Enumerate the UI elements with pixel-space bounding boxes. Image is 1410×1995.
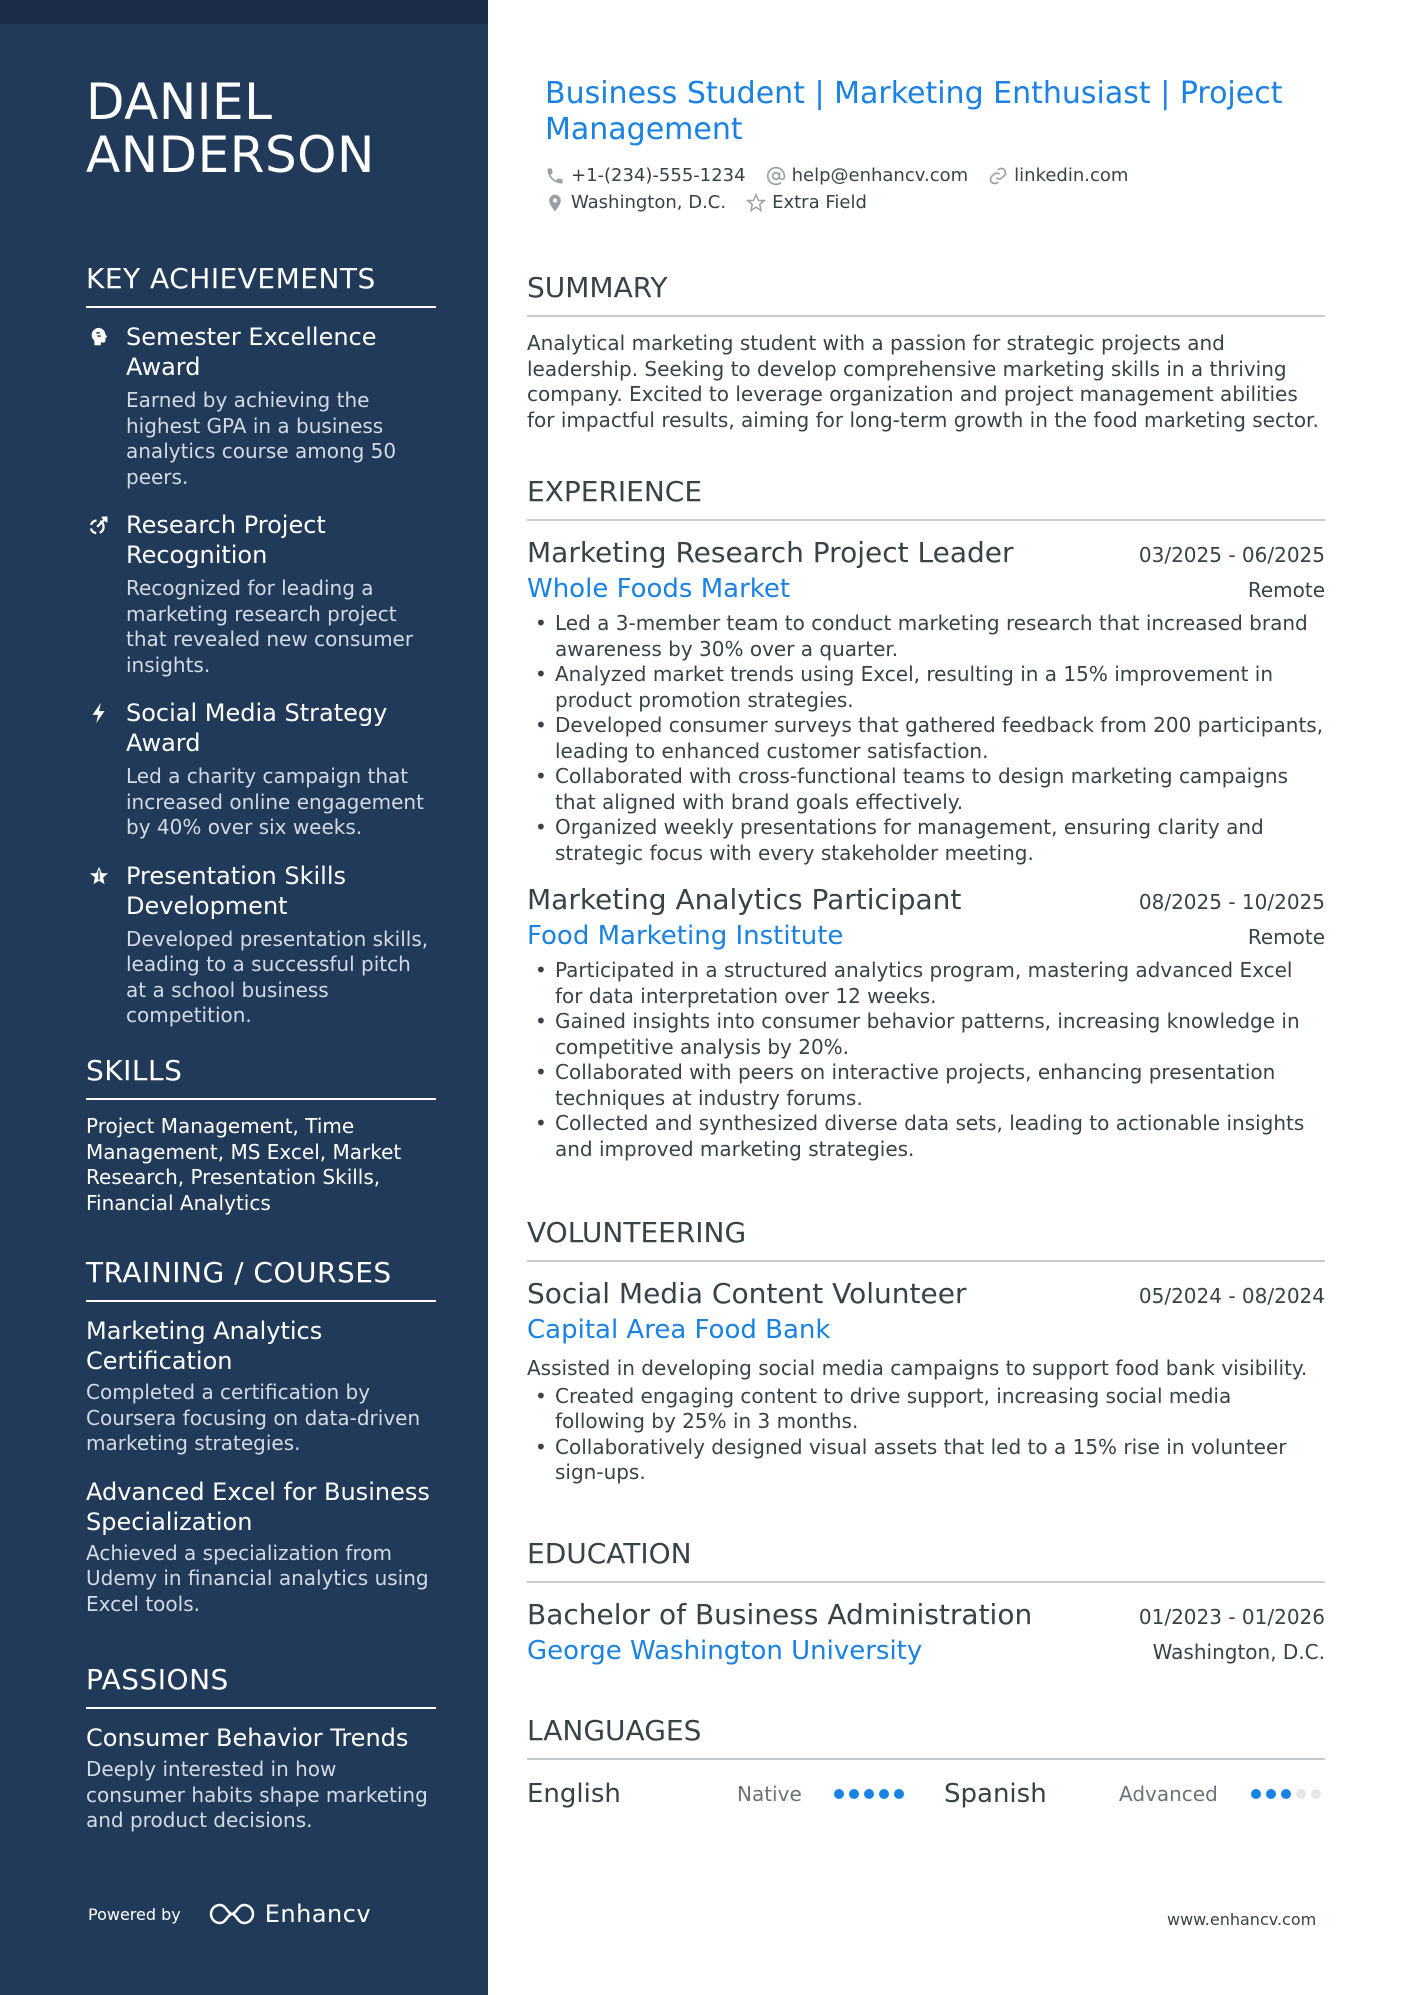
star-icon (86, 863, 112, 889)
experience-section (527, 475, 1325, 1178)
achievement-desc: Recognized for leading a marketing research project that revealed new consumer insights. (126, 576, 414, 677)
rating-dot-filled (1281, 1789, 1291, 1799)
location-pin-icon (545, 193, 565, 213)
education-entry (527, 1597, 1325, 1669)
phone-contact[interactable] (545, 165, 746, 186)
course-title: Advanced Excel for Business Specialization (86, 1477, 430, 1536)
volunteer-org: Capital Area Food Bank (527, 1315, 831, 1345)
job-bullets (527, 611, 1325, 866)
bullet-item: • Gained insights into consumer behavior patterns, increasing knowledge in competitive analysis by 20%. (527, 1009, 1325, 1060)
achievement-item (86, 861, 436, 1029)
extra-contact (746, 192, 867, 213)
languages-heading: LANGUAGES (527, 1714, 1325, 1760)
contact-info (545, 162, 1305, 216)
experience-heading: EXPERIENCE (527, 475, 1325, 521)
bullet-item: • Developed consumer surveys that gathered feedback from 200 participants, leading to enhanced customer satisfaction. (527, 713, 1325, 764)
course-item (86, 1316, 436, 1457)
rating-dot-filled (864, 1789, 874, 1799)
bullet-item: • Collaborated with cross-functional teams to design marketing campaigns that aligned with brand goals effectively. (527, 764, 1325, 815)
job-dates: 03/2025 - 06/2025 (1138, 543, 1325, 567)
bullet-item: • Led a 3-member team to conduct marketing research that increased brand awareness by 30% over a quarter. (527, 611, 1325, 662)
language-rating (1251, 1789, 1321, 1799)
job-title: Marketing Analytics Participant (527, 883, 962, 916)
bullet-item: • Collaborated with peers on interactive projects, enhancing presentation techniques at industry forums. (527, 1060, 1325, 1111)
passion-item (86, 1723, 436, 1834)
rating-dot-filled (1251, 1789, 1261, 1799)
rating-dot-filled (894, 1789, 904, 1799)
achievements-section (86, 262, 436, 1049)
skills-list: Project Management, Time Management, MS Excel, Market Research, Presentation Skills, Financial Analytics (86, 1114, 402, 1215)
linkedin-contact[interactable] (988, 165, 1128, 186)
email-contact[interactable] (766, 165, 969, 186)
job-location: Remote (1247, 925, 1325, 949)
education-dates: 01/2023 - 01/2026 (1138, 1605, 1325, 1629)
education-heading: EDUCATION (527, 1537, 1325, 1583)
course-title: Marketing Analytics Certification (86, 1317, 323, 1375)
language-name: Spanish (944, 1779, 1047, 1809)
lightning-icon (86, 700, 112, 726)
achievement-item (86, 698, 436, 841)
job-entry (527, 882, 1325, 1162)
phone-icon (545, 166, 565, 186)
job-title: Marketing Research Project Leader (527, 536, 1014, 569)
star-outline-icon (746, 193, 766, 213)
languages-row (527, 1774, 1325, 1814)
bullet-item: • Participated in a structured analytics program, mastering advanced Excel for data interpretation over 12 weeks. (527, 958, 1325, 1009)
achievement-title: Semester Excellence Award (126, 323, 377, 381)
achievement-title: Presentation Skills Development (126, 861, 346, 920)
degree-title: Bachelor of Business Administration (527, 1598, 1033, 1631)
location-text: Washington, D.C. (571, 192, 727, 213)
extra-text: Extra Field (772, 192, 867, 213)
enhancv-logo[interactable] (209, 1900, 371, 1928)
target-arrow-icon (86, 512, 112, 538)
powered-by-label: Powered by (88, 1904, 181, 1924)
volunteer-title: Social Media Content Volunteer (527, 1277, 967, 1310)
language-level: Advanced (1119, 1782, 1218, 1806)
volunteer-bullets (527, 1384, 1325, 1486)
link-icon (988, 166, 1008, 186)
summary-section (527, 271, 1325, 433)
course-item (86, 1477, 436, 1618)
job-dates: 08/2025 - 10/2025 (1138, 890, 1325, 914)
achievement-desc: Developed presentation skills, leading to a successful pitch at a school business competition. (126, 926, 429, 1027)
passion-desc: Deeply interested in how consumer habits shape marketing and product decisions. (86, 1757, 428, 1832)
course-desc: Achieved a specialization from Udemy in financial analytics using Excel tools. (86, 1540, 429, 1616)
education-section (527, 1537, 1325, 1685)
person-name: DANIEL ANDERSON (86, 73, 375, 184)
achievement-desc: Earned by achieving the highest GPA in a business analytics course among 50 peers. (126, 388, 397, 489)
brain-icon (86, 324, 112, 350)
email-text: help@enhancv.com (791, 165, 969, 186)
achievement-title: Social Media Strategy Award (126, 699, 388, 757)
course-desc: Completed a certification by Coursera focusing on data-driven marketing strategies. (86, 1380, 421, 1455)
headline: Business Student | Marketing Enthusiast | Project Management (545, 76, 1283, 147)
rating-dot-empty (1311, 1789, 1321, 1799)
passion-title: Consumer Behavior Trends (86, 1724, 409, 1752)
powered-by (88, 1900, 371, 1928)
enhancv-brand-text: Enhancv (264, 1900, 372, 1928)
language-rating (834, 1789, 944, 1799)
skills-heading: SKILLS (86, 1054, 436, 1100)
passions-section (86, 1663, 436, 1854)
at-icon (766, 166, 786, 186)
rating-dot-filled (834, 1789, 844, 1799)
volunteer-dates: 05/2024 - 08/2024 (1138, 1284, 1325, 1308)
skills-section (86, 1054, 436, 1216)
summary-text: Analytical marketing student with a passion for strategic projects and leadership. Seeking to develop comprehensive marketing skills in a thriving company. Excited to leverage organization and project management abilities for impactful results, aiming for long-term growth in the food marketing sector. (527, 331, 1319, 432)
location-contact (545, 192, 726, 213)
job-company: Whole Foods Market (527, 574, 791, 604)
volunteer-desc: Assisted in developing social media campaigns to support food bank visibility. (527, 1356, 1308, 1380)
sidebar (0, 0, 488, 1995)
languages-section (527, 1714, 1325, 1814)
job-entry (527, 535, 1325, 866)
volunteer-entry (527, 1276, 1325, 1486)
achievement-item (86, 322, 436, 490)
school-name: George Washington University (527, 1636, 923, 1666)
bullet-item: • Organized weekly presentations for management, ensuring clarity and strategic focus with every stakeholder meeting. (527, 815, 1325, 866)
linkedin-text: linkedin.com (1014, 165, 1129, 186)
footer-url[interactable]: www.enhancv.com (1167, 1910, 1317, 1929)
bullet-item: • Created engaging content to drive support, increasing social media following by 25% in 3 months. (527, 1384, 1325, 1435)
language-level: Native (737, 1782, 802, 1806)
training-section (86, 1256, 436, 1637)
achievement-desc: Led a charity campaign that increased online engagement by 40% over six weeks. (126, 764, 424, 839)
achievement-item (86, 510, 436, 678)
achievement-title: Research Project Recognition (126, 511, 326, 569)
summary-heading: SUMMARY (527, 271, 1325, 317)
job-location: Remote (1247, 578, 1325, 602)
bullet-item: • Collaboratively designed visual assets that led to a 15% rise in volunteer sign-ups. (527, 1435, 1325, 1486)
school-location: Washington, D.C. (1152, 1640, 1325, 1664)
enhancv-logo-icon (209, 1902, 255, 1926)
passions-heading: PASSIONS (86, 1663, 436, 1709)
bullet-item: • Analyzed market trends using Excel, resulting in a 15% improvement in product promotion strategies. (527, 662, 1325, 713)
bullet-item: • Collected and synthesized diverse data sets, leading to actionable insights and improved marketing strategies. (527, 1111, 1325, 1162)
language-name: English (527, 1779, 621, 1809)
training-heading: TRAINING / COURSES (86, 1256, 436, 1302)
sidebar-top-bar (0, 0, 488, 24)
job-company: Food Marketing Institute (527, 921, 844, 951)
rating-dot-filled (879, 1789, 889, 1799)
rating-dot-filled (849, 1789, 859, 1799)
volunteering-section (527, 1216, 1325, 1502)
job-bullets (527, 958, 1325, 1162)
rating-dot-empty (1296, 1789, 1306, 1799)
phone-text: +1-(234)-555-1234 (571, 165, 746, 186)
rating-dot-filled (1266, 1789, 1276, 1799)
volunteering-heading: VOLUNTEERING (527, 1216, 1325, 1262)
achievements-heading: KEY ACHIEVEMENTS (86, 262, 436, 308)
